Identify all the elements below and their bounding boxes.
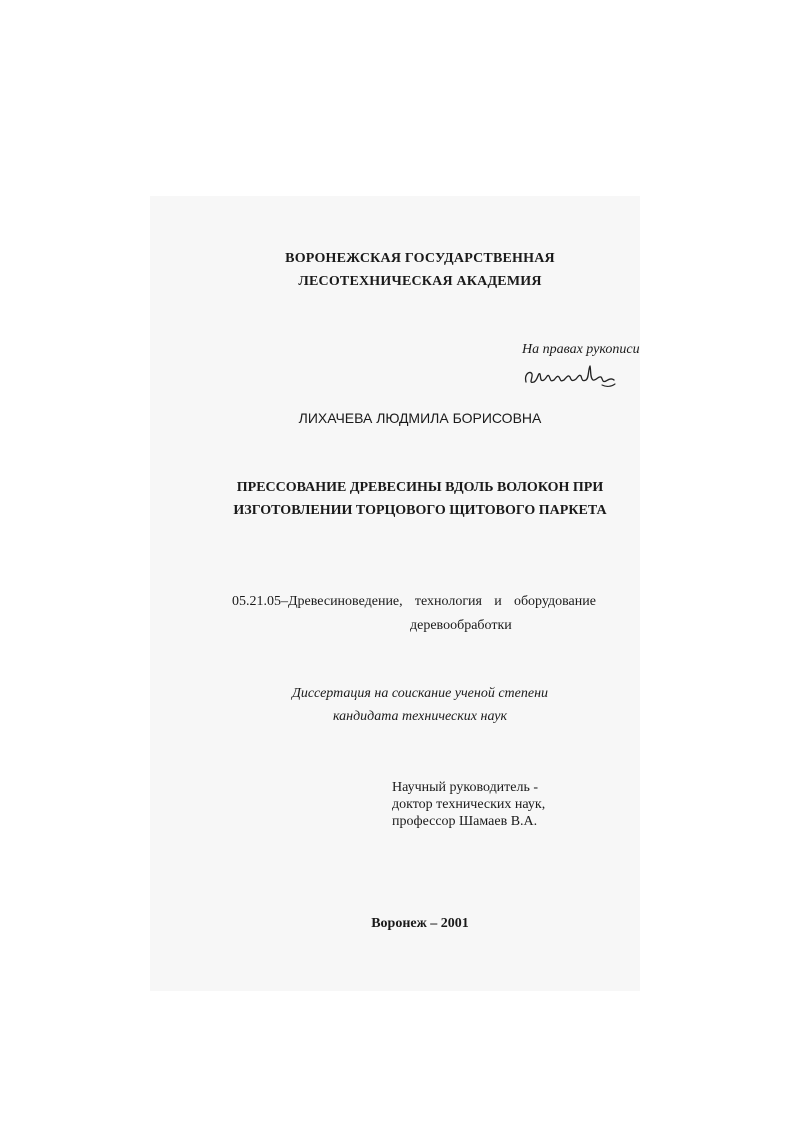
adviser-line-3: профессор Шамаев В.А. — [392, 814, 538, 829]
manuscript-rights-note: На правах рукописи — [522, 342, 640, 357]
city-year: Воронеж – 2001 — [371, 916, 469, 931]
dissertation-title-line-2: ИЗГОТОВЛЕНИИ ТОРЦОВОГО ЩИТОВОГО ПАРКЕТА — [233, 503, 607, 518]
specialty-word-4: оборудование — [513, 594, 596, 609]
dissertation-title-line-1: ПРЕССОВАНИЕ ДРЕВЕСИНЫ ВДОЛЬ ВОЛОКОН ПРИ — [236, 480, 604, 495]
author-name: ЛИХАЧЕВА ЛЮДМИЛА БОРИСОВНА — [298, 410, 542, 426]
specialty-word-2: технология — [414, 594, 482, 609]
specialty-word-3: и — [494, 594, 502, 609]
institution-line-1: ВОРОНЕЖСКАЯ ГОСУДАРСТВЕННАЯ — [285, 251, 555, 266]
handwritten-signature — [520, 360, 620, 392]
degree-line-2: кандидата технических наук — [332, 709, 508, 724]
adviser-line-2: доктор технических наук, — [392, 797, 546, 812]
adviser-line-1: Научный руководитель - — [392, 780, 539, 795]
degree-line-1: Диссертация на соискание ученой степени — [291, 686, 549, 701]
specialty-code: 05.21.05–Древесиноведение, — [232, 594, 403, 609]
specialty-line-2: деревообработки — [410, 618, 512, 633]
institution-line-2: ЛЕСОТЕХНИЧЕСКАЯ АКАДЕМИЯ — [298, 274, 542, 289]
specialty-line-1 — [232, 594, 596, 610]
